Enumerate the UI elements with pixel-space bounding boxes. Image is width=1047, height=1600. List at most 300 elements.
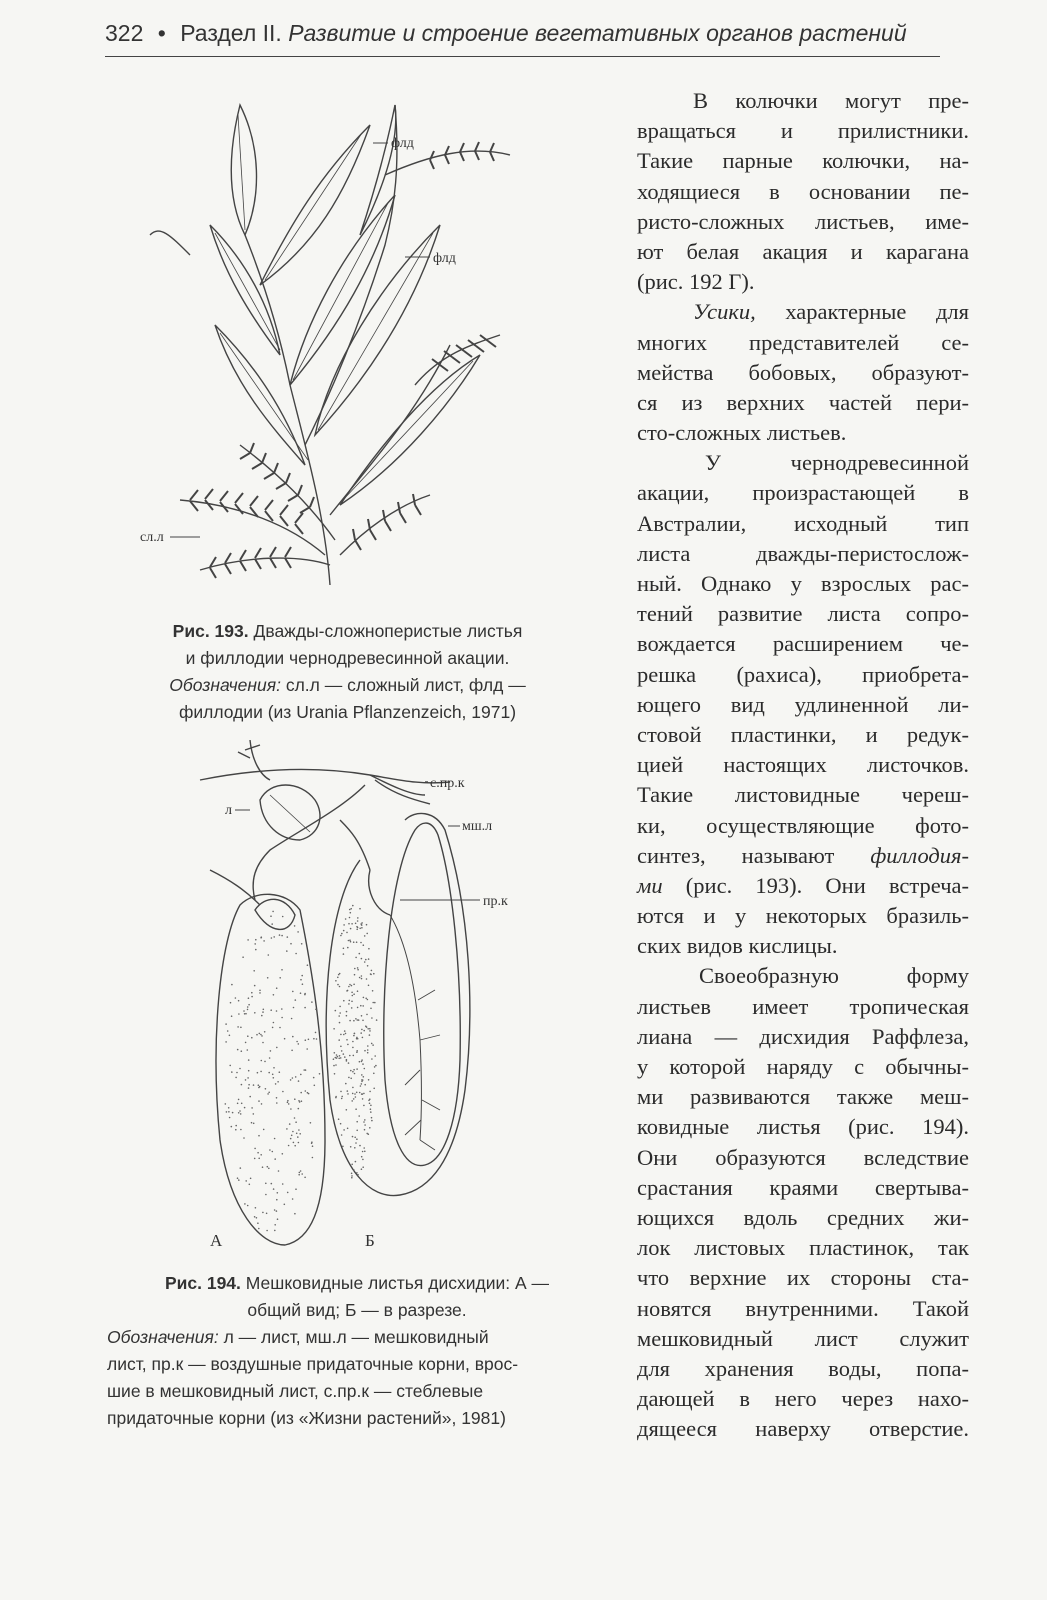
- stipple-dot: [348, 1003, 350, 1005]
- stipple-dot: [337, 984, 339, 986]
- stipple-dot: [346, 1060, 348, 1062]
- stipple-dot: [335, 1057, 337, 1059]
- stipple-dot: [349, 917, 351, 919]
- stipple-dot: [286, 1128, 288, 1130]
- stipple-dot: [351, 1007, 353, 1009]
- stipple-dot: [287, 936, 289, 938]
- stipple-dot: [367, 999, 369, 1001]
- caption-194-line-1: Рис. 194. Мешковидные листья дисхидии: А —: [164, 1273, 550, 1293]
- stipple-dot: [359, 1145, 361, 1147]
- stipple-dot: [346, 1011, 348, 1013]
- stipple-dot: [300, 1074, 302, 1076]
- stipple-dot: [276, 1210, 278, 1212]
- stipple-dot: [225, 1103, 227, 1105]
- stipple-dot: [301, 1173, 303, 1175]
- stipple-dot: [359, 908, 361, 910]
- stipple-dot: [361, 1093, 363, 1095]
- stipple-dot: [244, 1203, 246, 1205]
- stipple-dot: [251, 1122, 253, 1124]
- stipple-dot: [341, 1098, 343, 1100]
- stipple-dot: [355, 1096, 357, 1098]
- stipple-dot: [282, 1091, 284, 1093]
- stipple-dot: [361, 1083, 363, 1085]
- stipple-dot: [343, 1053, 345, 1055]
- stipple-dot: [347, 1090, 349, 1092]
- stipple-dot: [305, 1090, 307, 1092]
- stipple-dot: [335, 1010, 337, 1012]
- stipple-dot: [354, 968, 356, 970]
- stipple-dot: [351, 1164, 353, 1166]
- stipple-dot: [314, 1085, 316, 1087]
- stipple-dot: [301, 975, 303, 977]
- stipple-dot: [267, 977, 269, 979]
- figure-193-caption: [105, 618, 590, 726]
- stipple-dot: [370, 1008, 372, 1010]
- caption-194-line-2: общий вид; Б — в разрезе.: [247, 1300, 467, 1320]
- stipple-dot: [357, 1019, 359, 1021]
- stipple-dot: [351, 1173, 353, 1175]
- caption-194-line-5: шие в мешковидный лист, с.пр.к — стеблевые: [107, 1381, 484, 1401]
- stipple-dot: [333, 1028, 335, 1030]
- stipple-dot: [231, 1015, 233, 1017]
- stipple-dot: [272, 1027, 274, 1029]
- stipple-dot: [371, 1043, 373, 1045]
- stipple-dot: [258, 1084, 260, 1086]
- stipple-dot: [364, 1084, 366, 1086]
- stipple-dot: [370, 1111, 372, 1113]
- paragraph-3: У чернодревесинной акации, произрастающей в Австралии, исходный тип листа дважды-перистослож- ный. Однако у взрослых рас- тений развитие листа сопро- вождается расширением че- решка (рахиса), приобрета- ющего вид удлиненной ли- стовой пластинки, и редук- цией настоящих листочков. Такие листовидные череш- ки, осуществляющие фото- синтез, называют филлодия- ми (рис. 193). Они встреча- ются и у некоторых бразиль- ских видов кислицы.: [637, 450, 969, 959]
- stipple-dot: [357, 917, 359, 919]
- stipple-dot: [274, 1138, 276, 1140]
- stipple-dot: [265, 1194, 267, 1196]
- stipple-dot: [267, 1166, 269, 1168]
- caption-194-line-4: лист, пр.к — воздушные придаточные корни, врос-: [107, 1354, 519, 1374]
- stipple-dot: [364, 935, 366, 937]
- stipple-dot: [247, 1205, 249, 1207]
- stipple-dot: [366, 933, 368, 935]
- stipple-dot: [259, 1033, 261, 1035]
- stipple-dot: [295, 999, 297, 1001]
- stipple-dot: [291, 1050, 293, 1052]
- stipple-dot: [362, 1079, 364, 1081]
- stipple-dot: [273, 936, 275, 938]
- stipple-dot: [248, 1004, 250, 1006]
- stipple-dot: [348, 923, 350, 925]
- stipple-dot: [254, 1216, 256, 1218]
- stipple-dot: [286, 950, 288, 952]
- stipple-dot: [254, 943, 256, 945]
- stipple-dot: [373, 973, 375, 975]
- stipple-dot: [343, 1034, 345, 1036]
- stipple-dot: [294, 1213, 296, 1215]
- stipple-dot: [352, 905, 354, 907]
- stipple-dot: [301, 1100, 303, 1102]
- stipple-dot: [261, 1015, 263, 1017]
- stipple-dot: [361, 975, 363, 977]
- stipple-dot: [273, 994, 275, 996]
- caption-193-line-3: Обозначения: сл.л — сложный лист, флд —: [169, 675, 526, 695]
- stipple-dot: [276, 1097, 278, 1099]
- stipple-dot: [333, 1058, 335, 1060]
- stipple-dot: [361, 1156, 363, 1158]
- stipple-dot: [297, 931, 299, 933]
- stipple-dot: [273, 1067, 275, 1069]
- stipple-dot: [353, 941, 355, 943]
- stipple-dot: [260, 1154, 262, 1156]
- stipple-dot: [356, 1051, 358, 1053]
- stipple-dot: [350, 912, 352, 914]
- stipple-dot: [243, 1137, 245, 1139]
- stipple-dot: [346, 1039, 348, 1041]
- stipple-dot: [238, 1179, 240, 1181]
- stipple-dot: [235, 997, 237, 999]
- stipple-dot: [338, 974, 340, 976]
- stipple-dot: [350, 928, 352, 930]
- stipple-dot: [235, 1077, 237, 1079]
- stipple-dot: [355, 957, 357, 959]
- stipple-dot: [346, 1109, 348, 1111]
- stipple-dot: [349, 939, 351, 941]
- stipple-dot: [271, 937, 273, 939]
- stipple-dot: [363, 1147, 365, 1149]
- stipple-dot: [288, 1103, 290, 1105]
- header-bullet: •: [157, 20, 166, 46]
- stipple-dot: [340, 1034, 342, 1036]
- stipple-dot: [357, 920, 359, 922]
- stipple-dot: [354, 1033, 356, 1035]
- stipple-dot: [237, 1103, 239, 1105]
- caption-194-line-6: придаточные корни (из «Жизни растений», 1981): [107, 1408, 506, 1428]
- stipple-dot: [298, 1142, 300, 1144]
- header-section: Раздел II.: [180, 20, 282, 46]
- stipple-dot: [353, 1169, 355, 1171]
- stipple-dot: [356, 926, 358, 928]
- stipple-dot: [353, 1020, 355, 1022]
- stipple-dot: [345, 918, 347, 920]
- stipple-dot: [337, 1056, 339, 1058]
- stipple-dot: [335, 980, 337, 982]
- stipple-dot: [355, 1142, 357, 1144]
- stipple-dot: [367, 1045, 369, 1047]
- stipple-dot: [345, 1033, 347, 1035]
- label-fld-mid: флд: [433, 251, 456, 266]
- stipple-dot: [353, 993, 355, 995]
- stipple-dot: [245, 1180, 247, 1182]
- stipple-dot: [262, 1166, 264, 1168]
- stipple-dot: [356, 929, 358, 931]
- stipple-dot: [341, 1134, 343, 1136]
- stipple-dot: [258, 1100, 260, 1102]
- stipple-dot: [229, 1035, 231, 1037]
- label-prk: пр.к: [483, 894, 508, 909]
- stipple-dot: [255, 939, 257, 941]
- stipple-dot: [304, 1007, 306, 1009]
- stipple-dot: [247, 1049, 249, 1051]
- stipple-dot: [369, 1034, 371, 1036]
- stipple-dot: [239, 1110, 241, 1112]
- stipple-dot: [307, 964, 309, 966]
- stipple-dot: [239, 1068, 241, 1070]
- stipple-dot: [356, 1130, 358, 1132]
- stipple-dot: [353, 1069, 355, 1071]
- stipple-dot: [281, 1008, 283, 1010]
- stipple-dot: [270, 1050, 272, 1052]
- stipple-dot: [291, 1018, 293, 1020]
- stipple-dot: [373, 1073, 375, 1075]
- stipple-dot: [362, 1098, 364, 1100]
- stipple-dot: [270, 915, 272, 917]
- stipple-dot: [352, 1093, 354, 1095]
- stipple-dot: [307, 1092, 309, 1094]
- stipple-dot: [262, 1042, 264, 1044]
- stipple-dot: [368, 948, 370, 950]
- stipple-dot: [375, 1065, 377, 1067]
- stipple-dot: [356, 1138, 358, 1140]
- stipple-dot: [248, 997, 250, 999]
- stipple-dot: [360, 1005, 362, 1007]
- stipple-dot: [376, 1019, 378, 1021]
- stipple-dot: [296, 1133, 298, 1135]
- term-usiki: Усики,: [693, 299, 756, 325]
- stipple-dot: [350, 1146, 352, 1148]
- stipple-dot: [347, 1093, 349, 1095]
- stipple-dot: [288, 1145, 290, 1147]
- stipple-dot: [258, 1135, 260, 1137]
- stipple-dot: [316, 1038, 318, 1040]
- paragraph-4: Своеобразную форму листьев имеет тропическая лиана — дисхидия Раффлеза, у которой наряду с обычны- ми развиваются также меш- ковидные листья (рис. 194). Они образуются вследствие срастания краями свертыва- ющихся вдоль средних жи- лок листовых пластинок, так что верхние их стороны ста- новятся внутренними. Такой мешковидный лист служит для хранения воды, попа- дающей в него через нахо- дящееся наверху отверстие.: [637, 963, 969, 1442]
- stipple-dot: [345, 1083, 347, 1085]
- stipple-dot: [361, 1029, 363, 1031]
- stipple-dot: [352, 1041, 354, 1043]
- stipple-dot: [359, 977, 361, 979]
- stipple-dot: [353, 1055, 355, 1057]
- stipple-dot: [281, 969, 283, 971]
- stipple-dot: [352, 1071, 354, 1073]
- stipple-dot: [305, 1039, 307, 1041]
- stipple-dot: [225, 1041, 227, 1043]
- stipple-dot: [237, 1049, 239, 1051]
- stipple-dot: [291, 1135, 293, 1137]
- stipple-dot: [359, 1061, 361, 1063]
- stipple-dot: [268, 1072, 270, 1074]
- stipple-dot: [356, 1050, 358, 1052]
- stipple-dot: [300, 979, 302, 981]
- stipple-dot: [297, 1136, 299, 1138]
- stipple-dot: [237, 1026, 239, 1028]
- stipple-dot: [344, 1056, 346, 1058]
- stipple-dot: [335, 1097, 337, 1099]
- stipple-dot: [301, 943, 303, 945]
- stipple-dot: [306, 1048, 308, 1050]
- stipple-dot: [361, 1061, 363, 1063]
- stipple-dot: [253, 1113, 255, 1115]
- stipple-dot: [343, 1129, 345, 1131]
- page-number: 322: [105, 20, 144, 46]
- stipple-dot: [302, 983, 304, 985]
- stipple-dot: [253, 970, 255, 972]
- stipple-dot: [354, 1093, 356, 1095]
- stipple-dot: [351, 1177, 353, 1179]
- stipple-dot: [350, 908, 352, 910]
- stipple-dot: [359, 953, 361, 955]
- stipple-dot: [232, 1112, 234, 1114]
- stipple-dot: [245, 1013, 247, 1015]
- figure-193-illustration: [130, 85, 550, 595]
- stipple-dot: [342, 1146, 344, 1148]
- stipple-dot: [367, 1028, 369, 1030]
- stipple-dot: [261, 1103, 263, 1105]
- caption-193-line-2: и филлодии чернодревесинной акации.: [185, 648, 510, 668]
- stipple-dot: [265, 1183, 267, 1185]
- stipple-dot: [295, 1121, 297, 1123]
- stipple-dot: [319, 1073, 321, 1075]
- stipple-dot: [264, 1061, 266, 1063]
- stipple-dot: [366, 978, 368, 980]
- stipple-dot: [366, 924, 368, 926]
- stipple-dot: [366, 1133, 368, 1135]
- stipple-dot: [264, 1031, 266, 1033]
- label-b: Б: [365, 1231, 375, 1250]
- stipple-dot: [235, 1129, 237, 1131]
- stipple-dot: [357, 1174, 359, 1176]
- stipple-dot: [369, 1127, 371, 1129]
- stipple-dot: [298, 1108, 300, 1110]
- paragraph-2: Усики, характерные для многих представителей се- мейства бобовых, образуют- ся из верхних частей пери- сто-сложных листьев.: [637, 299, 969, 446]
- stipple-dot: [365, 998, 367, 1000]
- stipple-dot: [261, 1035, 263, 1037]
- stipple-dot: [295, 1076, 297, 1078]
- figure-194-illustration: [190, 740, 530, 1255]
- caption-193-line-1: Рис. 193. Дважды-сложноперистые листья: [172, 621, 523, 641]
- stipple-dot: [287, 1100, 289, 1102]
- stipple-dot: [340, 1123, 342, 1125]
- stipple-dot: [277, 1192, 279, 1194]
- stipple-dot: [303, 1069, 305, 1071]
- stipple-dot: [352, 995, 354, 997]
- stipple-dot: [334, 1073, 336, 1075]
- stipple-dot: [294, 1117, 296, 1119]
- stipple-dot: [374, 1066, 376, 1068]
- stipple-dot: [349, 1055, 351, 1057]
- stipple-dot: [371, 1058, 373, 1060]
- stipple-dot: [298, 1129, 300, 1131]
- stipple-dot: [369, 1098, 371, 1100]
- stipple-dot: [290, 1138, 292, 1140]
- stipple-dot: [238, 1099, 240, 1101]
- stipple-dot: [350, 941, 352, 943]
- stipple-dot: [258, 1228, 260, 1230]
- stipple-dot: [363, 1076, 365, 1078]
- stipple-dot: [362, 1037, 364, 1039]
- stipple-dot: [227, 1030, 229, 1032]
- stipple-dot: [241, 1084, 243, 1086]
- stipple-dot: [261, 1060, 263, 1062]
- stipple-dot: [238, 1013, 240, 1015]
- stipple-dot: [236, 1072, 238, 1074]
- stipple-dot: [255, 1207, 257, 1209]
- stipple-dot: [263, 1129, 265, 1131]
- stipple-dot: [240, 1129, 242, 1131]
- stipple-dot: [340, 1057, 342, 1059]
- stipple-dot: [357, 967, 359, 969]
- stipple-dot: [311, 1001, 313, 1003]
- stipple-dot: [263, 940, 265, 942]
- stipple-dot: [361, 1074, 363, 1076]
- stipple-dot: [357, 969, 359, 971]
- stipple-dot: [253, 1123, 255, 1125]
- stipple-dot: [292, 1077, 294, 1079]
- stipple-dot: [364, 1129, 366, 1131]
- stipple-dot: [355, 923, 357, 925]
- stipple-dot: [251, 1107, 253, 1109]
- stipple-dot: [338, 1118, 340, 1120]
- stipple-dot: [251, 996, 253, 998]
- stipple-dot: [298, 1100, 300, 1102]
- stipple-dot: [277, 1218, 279, 1220]
- stipple-dot: [310, 1122, 312, 1124]
- stipple-dot: [363, 944, 365, 946]
- stipple-dot: [351, 992, 353, 994]
- stipple-dot: [338, 1058, 340, 1060]
- stipple-dot: [354, 1073, 356, 1075]
- stipple-dot: [241, 1103, 243, 1105]
- stipple-dot: [344, 1030, 346, 1032]
- stipple-dot: [228, 1107, 230, 1109]
- stipple-dot: [346, 932, 348, 934]
- stipple-dot: [254, 1148, 256, 1150]
- stipple-dot: [361, 978, 363, 980]
- stipple-dot: [255, 949, 257, 951]
- stipple-dot: [279, 977, 281, 979]
- stipple-dot: [294, 1098, 296, 1100]
- body-text-column: [637, 86, 969, 1444]
- stipple-dot: [351, 1100, 353, 1102]
- stipple-dot: [298, 1043, 300, 1045]
- stipple-dot: [354, 974, 356, 976]
- header-section-title: Развитие и строение вегетативных органов растений: [288, 20, 907, 46]
- stipple-dot: [368, 1079, 370, 1081]
- stipple-dot: [251, 1037, 253, 1039]
- stipple-dot: [279, 934, 281, 936]
- stipple-dot: [295, 953, 297, 955]
- stipple-dot: [269, 1149, 271, 1151]
- stipple-dot: [267, 1093, 269, 1095]
- stipple-dot: [360, 942, 362, 944]
- stipple-dot: [338, 1039, 340, 1041]
- stipple-dot: [240, 1027, 242, 1029]
- stipple-dot: [272, 911, 274, 913]
- stipple-dot: [348, 1077, 350, 1079]
- stipple-dot: [237, 1177, 239, 1179]
- stipple-dot: [256, 1217, 258, 1219]
- stipple-dot: [294, 1145, 296, 1147]
- stipple-dot: [367, 965, 369, 967]
- stipple-dot: [259, 990, 261, 992]
- stipple-dot: [369, 1028, 371, 1030]
- stipple-dot: [231, 1126, 233, 1128]
- label-spk: с.пр.к: [430, 776, 465, 791]
- stipple-dot: [339, 986, 341, 988]
- stipple-dot: [276, 1199, 278, 1201]
- stipple-dot: [353, 1035, 355, 1037]
- stipple-dot: [362, 1020, 364, 1022]
- stipple-dot: [349, 984, 351, 986]
- stipple-dot: [265, 1088, 267, 1090]
- stipple-dot: [276, 1102, 278, 1104]
- stipple-dot: [347, 1044, 349, 1046]
- stipple-dot: [229, 1065, 231, 1067]
- stipple-dot: [346, 1015, 348, 1017]
